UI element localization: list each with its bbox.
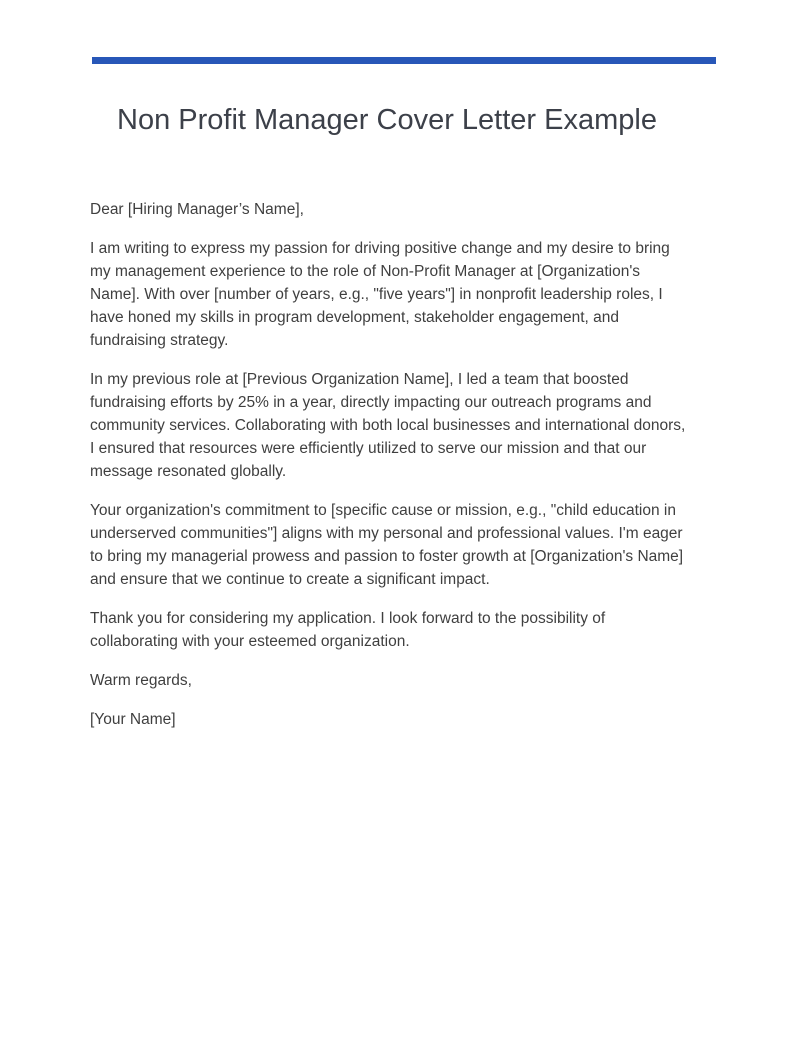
paragraph-experience: In my previous role at [Previous Organization Name], I led a team that boosted fundraising efforts by 25% in a year, directly impacting our outreach programs and community services. Collaborating with both local businesses and international donors, I ensured that resources were efficiently utilized to serve our mission and that our message resonated globally.	[90, 371, 686, 480]
signature: [Your Name]	[90, 711, 176, 728]
closing: Warm regards,	[90, 672, 192, 689]
top-accent-bar	[92, 57, 716, 64]
document-title: Non Profit Manager Cover Letter Example	[117, 104, 657, 136]
paragraph-intro: I am writing to express my passion for driving positive change and my desire to bring my management experience to the role of Non-Profit Manager at [Organization's Name]. With over [number of years, e.g., "five years"] in nonprofit leadership roles, I have honed my skills in program development, stakeholder engagement, and fundraising strategy.	[90, 240, 670, 349]
paragraph-thanks: Thank you for considering my application. I look forward to the possibility of collaborating with your esteemed organization.	[90, 610, 606, 650]
paragraph-alignment: Your organization's commitment to [specific cause or mission, e.g., "child education in underserved communities"] aligns with my personal and professional values. I'm eager to bring my managerial prowess and passion to foster growth at [Organization's Name] and ensure that we continue to create a significant impact.	[90, 502, 684, 588]
salutation: Dear [Hiring Manager’s Name],	[90, 201, 304, 218]
letter-body	[90, 198, 690, 747]
